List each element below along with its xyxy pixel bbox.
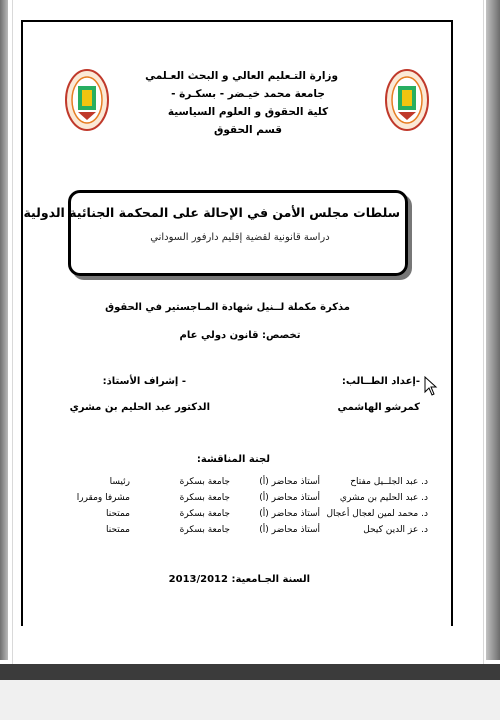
committee-member-rank: أستاذ محاضر (أ) bbox=[259, 493, 320, 503]
mouse-cursor-icon bbox=[424, 376, 438, 396]
university-line: جامعة محمد خيـضر - بسكـرة - bbox=[171, 88, 325, 100]
committee-member-name: د. عبد الحليم بن مشري bbox=[339, 493, 428, 503]
committee-member-rank: أستاذ محاضر (أ) bbox=[259, 509, 320, 519]
specialty: تخصص: قانون دولي عام bbox=[179, 330, 301, 341]
supervisor-label: - إشراف الأستاذ: bbox=[102, 376, 186, 387]
committee-member-rank: أستاذ محاضر (أ) bbox=[259, 525, 320, 535]
committee-member-university: جامعة بسكرة bbox=[179, 477, 230, 487]
committee-member-university: جامعة بسكرة bbox=[179, 493, 230, 503]
ministry-line: وزارة التـعليم العالي و البحث العـلمي bbox=[145, 70, 338, 82]
committee-title: لجنة المناقشة: bbox=[196, 454, 270, 465]
viewer-right-edge bbox=[486, 0, 500, 660]
thesis-title: سلطات مجلس الأمن في الإحالة على المحكمة الجنائية الدولية bbox=[23, 205, 400, 220]
committee-member-role: ممتحنا bbox=[105, 525, 130, 535]
committee-member-role: مشرفا ومقررا bbox=[76, 493, 130, 503]
viewer-left-edge bbox=[0, 0, 8, 660]
committee-member-university: جامعة بسكرة bbox=[179, 509, 230, 519]
student-name: كمرشو الهاشمي bbox=[337, 402, 420, 413]
department-line: قسم الحقوق bbox=[213, 124, 283, 136]
faculty-line: كلية الحقوق و العلوم السياسية bbox=[167, 106, 329, 118]
academic-year: السنة الجـامعية: 2013/2012 bbox=[168, 574, 310, 585]
committee-member-university: جامعة بسكرة bbox=[179, 525, 230, 535]
committee-member-name: د. عز الدين كيحل bbox=[363, 525, 428, 535]
university-logo-icon bbox=[64, 68, 110, 132]
thesis-subtitle: دراسة قانونية لقضية إقليم دارفور السوداني bbox=[150, 232, 330, 243]
student-label: -إعداد الطــالب: bbox=[341, 376, 420, 387]
memo-description: مذكرة مكملة لــنيل شهادة المـاجستير في الحقوق bbox=[105, 302, 350, 313]
university-logo-icon bbox=[384, 68, 430, 132]
supervisor-name: الدكتور عبد الحليم بن مشري bbox=[69, 402, 210, 413]
committee-member-role: رئيسا bbox=[109, 477, 130, 487]
viewer-bottom-area bbox=[0, 680, 500, 720]
committee-member-name: د. عبد الجلــيل مفتاح bbox=[350, 477, 428, 487]
committee-member-role: ممتحنا bbox=[105, 509, 130, 519]
viewer-bottom-bar bbox=[0, 664, 500, 680]
committee-member-rank: أستاذ محاضر (أ) bbox=[259, 477, 320, 487]
committee-member-name: د. محمد لمين لعجال أعجال bbox=[326, 509, 428, 519]
